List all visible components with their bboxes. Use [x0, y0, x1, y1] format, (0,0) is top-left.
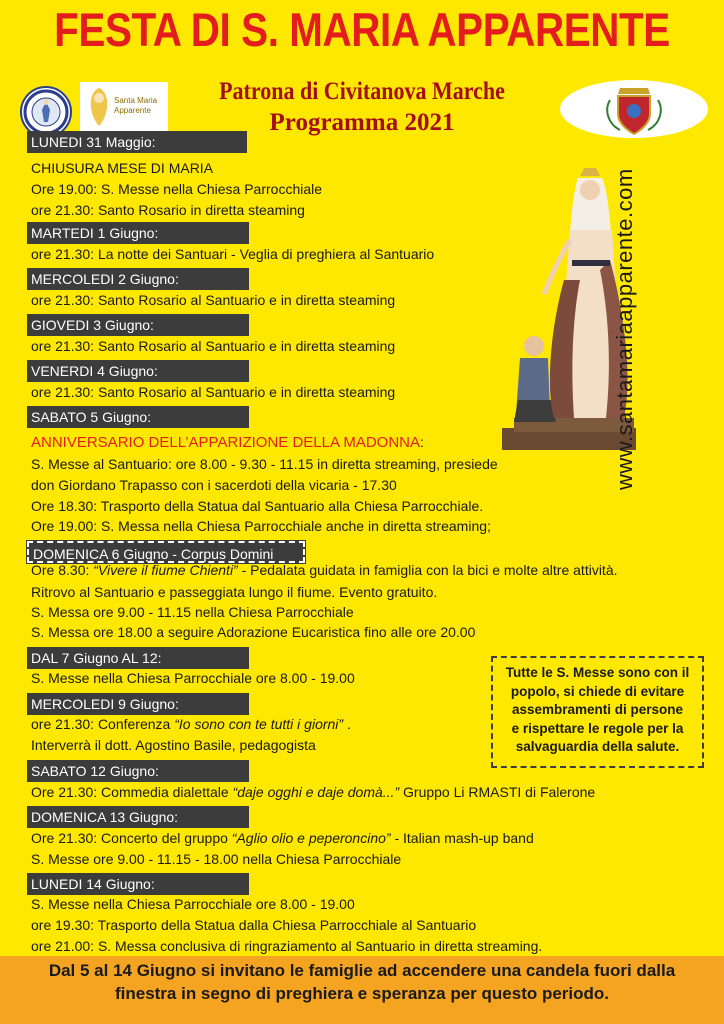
line-text: ore 21.00: S. Messa conclusiva di ringraziamento al Santuario in diretta streaming.: [31, 938, 543, 954]
line-text: Ritrovo al Santuario e passeggiata lungo il fiume. Evento gratuito.: [31, 584, 438, 600]
day-header: DOMENICA 6 Giugno - Corpus Domini: [27, 541, 305, 563]
schedule-line: [31, 736, 316, 754]
footer-line: finestra in segno di preghiera e speranza per questo periodo.: [114, 984, 610, 1003]
line-text: .: [343, 716, 351, 732]
schedule-line: [31, 291, 395, 309]
line-text: Ore 19.00: S. Messe nella Chiesa Parrocchiale: [31, 181, 323, 197]
event-title: “Aglio olio e peperoncino”: [231, 830, 391, 846]
line-text: ore 21.30: La notte dei Santuari - Veglia di preghiera al Santuario: [31, 246, 435, 262]
line-text: Ore 8.30:: [31, 562, 94, 578]
footer-banner: [0, 956, 724, 1024]
notice-line: assembramenti di persone: [511, 702, 684, 717]
line-text: S. Messe al Santuario: ore 8.00 - 9.30 - 11.15 in diretta streaming, presiede: [31, 456, 498, 472]
line-text: ore 21.30: Santo Rosario al Santuario e in diretta steaming: [31, 292, 396, 308]
schedule-line: [31, 159, 213, 177]
day-header: MARTEDI 1 Giugno:: [27, 222, 249, 244]
day-header: GIOVEDI 3 Giugno:: [27, 314, 249, 336]
line-text: ore 21.30: Santo Rosario al Santuario e in diretta steaming: [31, 338, 396, 354]
footer-line: Dal 5 al 14 Giugno si invitano le famiglie ad accendere una candela fuori dalla: [48, 961, 676, 980]
line-text: S. Messe nella Chiesa Parrocchiale ore 8.00 - 19.00: [31, 670, 355, 686]
schedule-line: [31, 433, 424, 452]
schedule-line: [31, 201, 305, 219]
notice-line: Tutte le S. Messe sono con il: [505, 665, 690, 680]
santa-maria-apparente-logo: [80, 82, 168, 132]
schedule-line: [31, 623, 475, 641]
day-header: MERCOLEDI 9 Giugno:: [27, 693, 249, 715]
covid-notice-box: [491, 656, 704, 768]
day-header: LUNEDI 14 Giugno:: [27, 873, 249, 895]
line-text: Interverrà il dott. Agostino Basile, pedagogista: [31, 737, 316, 753]
line-text: ore 19.30: Trasporto della Statua dalla Chiesa Parrocchiale al Santuario: [31, 917, 477, 933]
line-text: Ore 21.30: Commedia dialettale: [31, 784, 233, 800]
schedule-line: [31, 455, 498, 473]
schedule-line: [31, 715, 351, 733]
event-title: “Vivere il fiume Chienti”: [93, 562, 238, 578]
line-text: Gruppo Li RMASTI di Falerone: [399, 784, 596, 800]
line-text: S. Messa ore 9.00 - 11.15 nella Chiesa Parrocchiale: [31, 604, 354, 620]
notice-line: salvaguardia della salute.: [515, 739, 680, 754]
day-header: SABATO 5 Giugno:: [27, 406, 249, 428]
poster-subtitle: Patrona di Civitanova Marche: [219, 78, 505, 105]
schedule-line: [31, 583, 437, 601]
line-text: S. Messe ore 9.00 - 11.15 - 18.00 nella Chiesa Parrocchiale: [31, 851, 402, 867]
schedule-line: [31, 916, 476, 934]
schedule-line: [31, 603, 354, 621]
line-text: - Italian mash-up band: [390, 830, 534, 846]
notice-line: e rispettare le regole per la: [511, 720, 684, 736]
poster-title: FESTA DI S. MARIA APPARENTE: [54, 3, 670, 56]
schedule-line: [31, 337, 395, 355]
schedule-line: [31, 180, 322, 198]
line-text: S. Messa ore 18.00 a seguire Adorazione Eucaristica fino alle ore 20.00: [31, 624, 476, 640]
line-text: CHIUSURA MESE DI MARIA: [31, 160, 214, 176]
program-year: Programma 2021: [269, 109, 455, 136]
schedule-line: [31, 476, 397, 494]
city-coat-of-arms: [560, 80, 708, 138]
line-text: don Giordano Trapasso con i sacerdoti della vicaria - 17.30: [31, 477, 397, 493]
schedule-line: [31, 669, 355, 687]
schedule-line: [31, 937, 542, 955]
day-header: DAL 7 Giugno AL 12:: [27, 647, 249, 669]
schedule-line: [31, 383, 395, 401]
line-text: - Pedalata guidata in famiglia con la bici e molte altre attività.: [237, 562, 618, 578]
schedule-line: [31, 561, 618, 579]
schedule-line: [31, 829, 534, 847]
line-text: Ore 19.00: S. Messa nella Chiesa Parrocchiale anche in diretta streaming;: [31, 518, 491, 534]
schedule-line: [31, 850, 401, 868]
schedule-line: [31, 497, 483, 515]
schedule-line: [31, 895, 355, 913]
notice-line: popolo, si chiede di evitare: [510, 683, 685, 699]
event-title: “daje ogghi e daje domà...”: [232, 784, 400, 800]
day-header: SABATO 12 Giugno:: [27, 760, 249, 782]
schedule-line: [31, 783, 595, 801]
line-text: ANNIVERSARIO DELL’APPARIZIONE DELLA MADONNA: [31, 434, 420, 451]
event-title: “Io sono con te tutti i giorni”: [174, 716, 344, 732]
website-url[interactable]: www.santamariaapparente.com: [612, 168, 637, 490]
schedule-line: [31, 517, 491, 535]
logo-caption: Santa Maria Apparente: [114, 96, 158, 115]
day-header: MERCOLEDI 2 Giugno:: [27, 268, 249, 290]
line-text: ore 21.30: Santo Rosario al Santuario e in diretta steaming: [31, 384, 396, 400]
line-text: :: [420, 434, 424, 450]
line-text: ore 21.30: Conferenza: [31, 716, 175, 732]
schedule-line: [31, 245, 434, 263]
day-header: LUNEDI 31 Maggio:: [27, 131, 247, 153]
line-text: Ore 18.30: Trasporto della Statua dal Santuario alla Chiesa Parrocchiale.: [31, 498, 484, 514]
line-text: ore 21.30: Santo Rosario in diretta steaming: [31, 202, 305, 218]
line-text: S. Messe nella Chiesa Parrocchiale ore 8.00 - 19.00: [31, 896, 355, 912]
day-header: VENERDI 4 Giugno:: [27, 360, 249, 382]
day-header: DOMENICA 13 Giugno:: [27, 806, 249, 828]
line-text: Ore 21.30: Concerto del gruppo: [31, 830, 232, 846]
